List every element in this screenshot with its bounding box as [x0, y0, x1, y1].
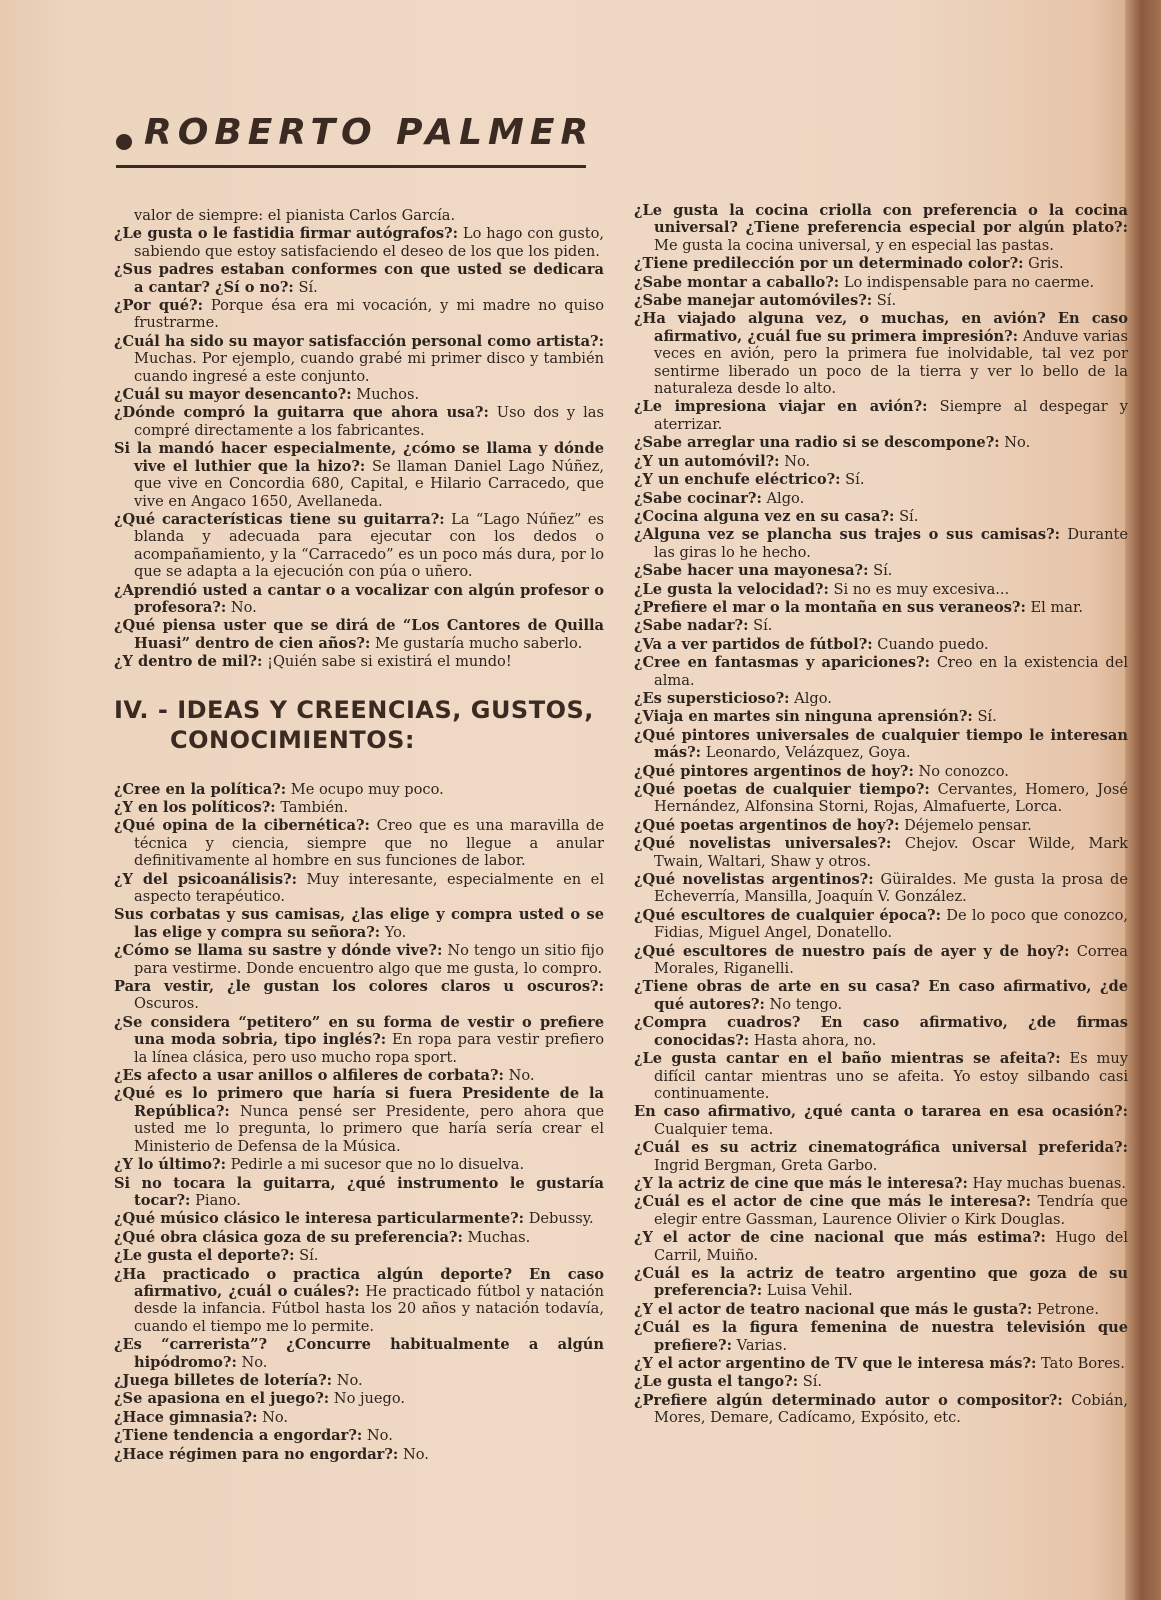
- qa-item: [634, 434, 1128, 451]
- question: ¿Sabe manejar automóviles?:: [634, 292, 873, 310]
- answer: Déjemelo pensar.: [904, 816, 1032, 834]
- answer: No.: [262, 1408, 289, 1426]
- question: En caso afirmativo, ¿qué canta o tararea en esa ocasión?:: [634, 1103, 1128, 1121]
- qa-item: [634, 526, 1128, 561]
- question: ¿Y un enchufe eléctrico?:: [634, 471, 841, 489]
- question: ¿Sus padres estaban conformes con que usted se dedicara a cantar? ¿Sí o no?:: [114, 261, 604, 296]
- qa-item: [634, 274, 1128, 291]
- question: ¿Cree en fantasmas y apariciones?:: [634, 654, 931, 672]
- qa-item: [634, 727, 1128, 762]
- qa-item: [114, 511, 604, 581]
- qa-item: [634, 1392, 1128, 1427]
- question: ¿Cuál su mayor desencanto?:: [114, 386, 352, 404]
- qa-item: [634, 907, 1128, 942]
- answer: Hasta ahora, no.: [753, 1031, 877, 1049]
- question: ¿Dónde compró la guitarra que ahora usa?:: [114, 404, 489, 422]
- question: ¿Es supersticioso?:: [634, 689, 790, 707]
- question: ¿Qué es lo primero que haría si fuera Presidente de la República?:: [114, 1085, 604, 1120]
- qa-item: [634, 292, 1128, 309]
- answer: Sí.: [298, 278, 318, 296]
- qa-item: [114, 440, 604, 510]
- qa-item: [114, 906, 604, 941]
- answer: Porque ésa era mi vocación, y mi madre no quiso frustrarme.: [134, 297, 604, 332]
- qa-item: [114, 386, 604, 403]
- question: ¿Qué escultores de cualquier época?:: [634, 906, 941, 924]
- qa-item: [634, 508, 1128, 525]
- qa-item: [634, 1319, 1128, 1354]
- question: ¿Qué novelistas universales?:: [634, 835, 892, 853]
- question: ¿Sabe cocinar?:: [634, 489, 762, 507]
- qa-item: [634, 453, 1128, 470]
- answer: No tengo.: [769, 995, 843, 1013]
- answer: ¡Quién sabe si existirá el mundo!: [267, 653, 512, 671]
- answer: Muchos.: [356, 386, 420, 404]
- question: Sus corbatas y sus camisas, ¿las elige y compra usted o se las elige y compra su señora?:: [114, 906, 604, 941]
- question: ¿Qué obra clásica goza de su preferencia?:: [114, 1228, 463, 1246]
- question: ¿Sabe montar a caballo?:: [634, 273, 840, 291]
- header-rule: [116, 165, 586, 168]
- qa-item: [634, 1355, 1128, 1372]
- question: ¿Aprendió usted a cantar o a vocalizar con algún profesor o profesora?:: [114, 581, 604, 616]
- question: ¿Ha viajado alguna vez, o muchas, en avión? En caso afirmativo, ¿cuál fue su primera impresión?:: [634, 310, 1128, 345]
- qa-item: [634, 490, 1128, 507]
- qa-item: [634, 599, 1128, 616]
- answer: Oscuros.: [134, 995, 199, 1013]
- question: ¿Tiene tendencia a engordar?:: [114, 1427, 363, 1445]
- answer: No.: [366, 1427, 393, 1445]
- answer: Anduve varias veces en avión, pero la primera fue inolvidable, tal vez por sentirme liberado un poco de la tierra y ver lo bello de la naturaleza desde lo alto.: [654, 327, 1129, 398]
- qa-item: [634, 1265, 1128, 1300]
- answer: Creo que es una maravilla de técnica y ciencia, siempre que no llegue a anular definitivamente al hombre en sus funciones de labor.: [134, 817, 605, 870]
- qa-item: [634, 781, 1128, 816]
- answer: Sí.: [802, 1373, 823, 1391]
- question: ¿Cuál es la actriz de teatro argentino que goza de su preferencia?:: [634, 1264, 1128, 1300]
- answer: Sí.: [845, 471, 865, 489]
- qa-item: [114, 978, 604, 1013]
- page-spine-edge: [1125, 0, 1161, 1600]
- qa-item: [634, 708, 1128, 725]
- question: ¿Sabe arreglar una radio si se descompone?:: [634, 434, 1000, 452]
- qa-item: [634, 471, 1128, 488]
- question: ¿Y el actor argentino de TV que le interesa más?:: [634, 1355, 1037, 1372]
- answer: Cobián, Mores, Demare, Cadícamo, Expósito, etc.: [654, 1391, 1128, 1427]
- section-heading-line2: CONOCIMIENTOS:: [170, 725, 415, 754]
- question: ¿Cuál es la figura femenina de nuestra televisión que prefiere?:: [634, 1319, 1128, 1354]
- question: ¿Cocina alguna vez en su casa?:: [634, 507, 895, 525]
- answer: No.: [241, 1353, 268, 1371]
- qa-item: [114, 1085, 604, 1155]
- answer: Me ocupo muy poco.: [290, 780, 444, 798]
- qa-item: [634, 581, 1128, 598]
- qa-item: [114, 617, 604, 652]
- qa-item: [114, 1067, 604, 1084]
- qa-item: [114, 1247, 604, 1264]
- qa-item: [114, 942, 604, 977]
- question: ¿Hace gimnasia?:: [114, 1408, 258, 1426]
- qa-item: [634, 1014, 1128, 1049]
- qa-item: [114, 1409, 604, 1426]
- answer: Algo.: [766, 489, 805, 507]
- qa-item: [634, 1301, 1128, 1318]
- answer: Yo.: [384, 923, 407, 941]
- qa-item: [634, 617, 1128, 634]
- qa-item: [114, 1266, 604, 1336]
- question: ¿Le gusta el tango?:: [634, 1373, 799, 1391]
- qa-item: [114, 799, 604, 816]
- answer: La “Lago Núñez” es blanda y adecuada para ejecutar con los dedos o acompañamiento, y la “Carracedo” es un poco más dura, por lo que se adapta a la ejecución con púa o uñero.: [134, 510, 604, 581]
- qa-item: [114, 781, 604, 798]
- question: ¿Alguna vez se plancha sus trajes o sus camisas?:: [634, 526, 1061, 544]
- question: ¿Y del psicoanálisis?:: [114, 870, 297, 888]
- intro-continuation: valor de siempre: el pianista Carlos García.: [134, 207, 456, 224]
- question: ¿Y el actor de cine nacional que más estima?:: [634, 1229, 1046, 1247]
- answer: No.: [1004, 434, 1031, 452]
- qa-item: [634, 1139, 1128, 1174]
- qa-item: [114, 1446, 604, 1463]
- qa-item: [634, 1193, 1128, 1228]
- question: ¿Sabe nadar?:: [634, 617, 749, 635]
- question: ¿Y en los políticos?:: [114, 798, 276, 816]
- answer: Uso dos y las compré directamente a los fabricantes.: [134, 404, 604, 439]
- question: ¿Ha practicado o practica algún deporte? En caso afirmativo, ¿cuál o cuáles?:: [114, 1265, 604, 1300]
- question: ¿Le gusta la velocidad?:: [634, 580, 829, 598]
- answer: Cuando puedo.: [877, 635, 989, 653]
- qa-item: [114, 1336, 604, 1371]
- answer: Sí.: [299, 1247, 319, 1265]
- question: ¿Qué opina de la cibernética?:: [114, 817, 370, 835]
- answer: No.: [336, 1371, 363, 1389]
- answer: Sí.: [753, 617, 773, 635]
- qa-item: [634, 835, 1128, 870]
- answer: Piano.: [195, 1191, 241, 1209]
- qa-item: [114, 1210, 604, 1227]
- question: ¿Va a ver partidos de fútbol?:: [634, 635, 873, 653]
- answer: Cualquier tema.: [654, 1120, 774, 1138]
- question: Si la mandó hacer especialmente, ¿cómo se llama y dónde vive el luthier que la hizo?:: [114, 440, 604, 475]
- question: ¿Qué escultores de nuestro país de ayer y de hoy?:: [634, 942, 1070, 960]
- qa-item: [114, 1175, 604, 1210]
- question: ¿Cuál es su actriz cinematográfica universal preferida?:: [634, 1139, 1128, 1157]
- question: ¿Y el actor de teatro nacional que más le gusta?:: [634, 1300, 1033, 1318]
- answer: Muchas.: [467, 1228, 531, 1246]
- answer: No conozco.: [918, 762, 1009, 780]
- answer: Durante las giras lo he hecho.: [654, 526, 1128, 561]
- answer: Muchas. Por ejemplo, cuando grabé mi primer disco y también cuando ingresé a este conjunto.: [134, 350, 604, 385]
- answer: Pedirle a mi sucesor que no lo disuelva.: [230, 1156, 525, 1174]
- qa-item: [634, 636, 1128, 653]
- answer: El mar.: [1030, 598, 1083, 616]
- qa-item: [634, 1050, 1128, 1102]
- answer: No tengo un sitio fijo para vestirme. Donde encuentro algo que me gusta, lo compro.: [134, 942, 604, 977]
- qa-item: [114, 817, 604, 869]
- qa-item: [634, 978, 1128, 1013]
- question: Para vestir, ¿le gustan los colores claros u oscuros?:: [114, 978, 604, 996]
- header-title: ROBERTO PALMER: [144, 112, 595, 153]
- answer: Se llaman Daniel Lago Núñez, que vive en Concordia 680, Capital, e Hilario Carracedo, que vive en Angaco 1650, Avellaneda.: [134, 457, 604, 510]
- answer: De lo poco que conozco, Fidias, Miguel Angel, Donatello.: [654, 906, 1128, 942]
- qa-item: [634, 1229, 1128, 1264]
- answer: Ingrid Bergman, Greta Garbo.: [654, 1156, 878, 1174]
- question: ¿Qué características tiene su guitarra?:: [114, 510, 445, 528]
- answer: No.: [508, 1067, 535, 1085]
- question: ¿Cuál ha sido su mayor satisfacción personal como artista?:: [114, 332, 604, 350]
- answer: Creo en la existencia del alma.: [654, 654, 1129, 689]
- answer: Lo hago con gusto, sabiendo que estoy satisfaciendo el deseo de los que los piden.: [134, 225, 604, 260]
- question: ¿Prefiere el mar o la montaña en sus veraneos?:: [634, 598, 1026, 616]
- answer: Sí.: [873, 562, 893, 580]
- question: ¿Y lo último?:: [114, 1156, 226, 1174]
- qa-item: [114, 1427, 604, 1444]
- qa-item: [634, 690, 1128, 707]
- question: ¿Qué pintores argentinos de hoy?:: [634, 762, 914, 780]
- answer: No.: [230, 598, 257, 616]
- answer: Hay muchas buenas.: [972, 1174, 1127, 1192]
- left-column: [114, 207, 604, 1464]
- qa-item: [114, 653, 604, 670]
- question: ¿Qué pintores universales de cualquier tiempo le interesan más?:: [634, 726, 1128, 762]
- qa-item: [114, 333, 604, 385]
- answer: También.: [280, 798, 349, 816]
- answer: Petrone.: [1036, 1300, 1099, 1318]
- question: ¿Viaja en martes sin ninguna aprensión?:: [634, 708, 973, 726]
- question: ¿Tiene obras de arte en su casa? En caso afirmativo, ¿de qué autores?:: [634, 978, 1128, 1013]
- answer: Tato Bores.: [1041, 1355, 1125, 1372]
- qa-item: [114, 225, 604, 260]
- qa-item: [114, 404, 604, 439]
- question: ¿Le gusta cantar en el baño mientras se afeita?:: [634, 1050, 1061, 1068]
- answer: Es muy difícil cantar mientras uno se afeita. Yo estoy silbando casi continuamente.: [654, 1050, 1128, 1102]
- qa-item: [114, 297, 604, 332]
- page-header: [116, 112, 595, 168]
- qa-item: [634, 202, 1128, 254]
- question: ¿Juega billetes de lotería?:: [114, 1371, 333, 1389]
- qa-item: [634, 871, 1128, 906]
- bullet-icon: [116, 134, 132, 150]
- question: ¿Es afecto a usar anillos o alfileres de corbata?:: [114, 1067, 504, 1085]
- answer: Luisa Vehil.: [766, 1282, 853, 1300]
- answer: En ropa para vestir prefiero la línea clásica, pero uso mucho ropa sport.: [134, 1031, 604, 1066]
- answer: Hugo del Carril, Muiño.: [654, 1229, 1128, 1264]
- answer: Leonardo, Velázquez, Goya.: [705, 744, 911, 762]
- answer: Lo indispensable para no caerme.: [843, 273, 1095, 291]
- question: ¿Le gusta la cocina criolla con preferencia o la cocina universal? ¿Tiene preferencia especial por algún plato?:: [634, 202, 1128, 237]
- question: ¿Cuál es el actor de cine que más le interesa?:: [634, 1193, 1031, 1211]
- qa-item: [634, 817, 1128, 834]
- qa-item: [634, 1103, 1128, 1138]
- question: ¿Qué piensa uster que se dirá de “Los Cantores de Quilla Huasi” dentro de cien años?:: [114, 617, 604, 652]
- answer: Sí.: [977, 708, 997, 726]
- answer: Siempre al despegar y aterrizar.: [654, 398, 1128, 433]
- answer: No juego.: [333, 1390, 406, 1408]
- qa-item: [634, 310, 1128, 397]
- answer: Debussy.: [528, 1210, 594, 1228]
- question: ¿Se apasiona en el juego?:: [114, 1390, 330, 1408]
- answer: No.: [784, 452, 811, 470]
- qa-item: [634, 654, 1128, 689]
- qa-list-b: [114, 781, 604, 1463]
- question: ¿Qué músico clásico le interesa particularmente?:: [114, 1210, 525, 1228]
- question: ¿Hace régimen para no engordar?:: [114, 1445, 399, 1463]
- qa-list-a: [114, 225, 604, 670]
- qa-item: [634, 398, 1128, 433]
- answer: Me gusta la cocina universal, y en especial las pastas.: [654, 236, 1054, 254]
- qa-item: [634, 1373, 1128, 1390]
- qa-item: [634, 763, 1128, 780]
- answer: Muy interesante, especialmente en el aspecto terapéutico.: [134, 870, 604, 905]
- qa-item: [634, 562, 1128, 579]
- answer: Sí.: [899, 507, 919, 525]
- answer: Chejov. Oscar Wilde, Mark Twain, Waltari, Shaw y otros.: [654, 835, 1128, 870]
- qa-item: [634, 255, 1128, 272]
- answer: Gris.: [1028, 255, 1064, 273]
- answer: Si no es muy excesiva...: [833, 580, 1010, 598]
- answer: Varias.: [736, 1336, 788, 1354]
- question: ¿Y la actriz de cine que más le interesa?:: [634, 1174, 968, 1192]
- qa-item: [114, 582, 604, 617]
- answer: Nunca pensé ser Presidente, pero ahora que usted me lo pregunta, lo primero que haría sería crear el Ministerio de Defensa de la Música.: [134, 1102, 605, 1155]
- answer: Güiraldes. Me gusta la prosa de Echeverría, Mansilla, Joaquín V. González.: [654, 871, 1128, 906]
- question: ¿Qué poetas argentinos de hoy?:: [634, 816, 900, 834]
- section-heading: [114, 695, 604, 755]
- question: Si no tocara la guitarra, ¿qué instrumento le gustaría tocar?:: [114, 1174, 604, 1209]
- question: ¿Es “carrerista”? ¿Concurre habitualmente a algún hipódromo?:: [114, 1336, 604, 1371]
- question: ¿Le gusta o le fastidia firmar autógrafos?:: [114, 225, 459, 243]
- question: ¿Y un automóvil?:: [634, 452, 780, 470]
- qa-item: [114, 1014, 604, 1066]
- question: ¿Por qué?:: [114, 297, 203, 315]
- qa-item: [114, 1390, 604, 1407]
- answer: He practicado fútbol y natación desde la infancia. Fútbol hasta los 20 años y natación todavía, cuando el tiempo me lo permite.: [134, 1282, 604, 1335]
- section-heading-line1: IV. - IDEAS Y CREENCIAS, GUSTOS,: [114, 695, 594, 724]
- answer: Algo.: [794, 689, 832, 707]
- qa-item: [114, 1372, 604, 1389]
- answer: Tendría que elegir entre Gassman, Laurence Olivier o Kirk Douglas.: [654, 1193, 1128, 1228]
- question: ¿Y dentro de mil?:: [114, 653, 263, 671]
- question: ¿Le impresiona viajar en avión?:: [634, 398, 928, 416]
- question: ¿Qué novelistas argentinos?:: [634, 871, 874, 889]
- answer: Correa Morales, Riganelli.: [654, 942, 1128, 978]
- question: ¿Le gusta el deporte?:: [114, 1247, 295, 1265]
- qa-item: [114, 261, 604, 296]
- question: ¿Prefiere algún determinado autor o compositor?:: [634, 1391, 1063, 1409]
- qa-item: [114, 1156, 604, 1173]
- question: ¿Cómo se llama su sastre y dónde vive?:: [114, 942, 443, 960]
- qa-item: [114, 1229, 604, 1246]
- answer: Sí.: [876, 292, 897, 310]
- qa-list-c: [634, 202, 1128, 1427]
- qa-item: [114, 871, 604, 906]
- answer: Cervantes, Homero, José Hernández, Alfonsina Storni, Rojas, Almafuerte, Lorca.: [654, 781, 1129, 816]
- question: ¿Qué poetas de cualquier tiempo?:: [634, 781, 930, 798]
- answer: Me gustaría mucho saberlo.: [375, 634, 583, 652]
- qa-item: [634, 1175, 1128, 1192]
- question: ¿Tiene predilección por un determinado color?:: [634, 255, 1024, 273]
- question: ¿Se considera “petitero” en su forma de vestir o prefiere una moda sobria, tipo inglés?:: [114, 1013, 604, 1049]
- answer: No.: [402, 1445, 429, 1463]
- question: ¿Compra cuadros? En caso afirmativo, ¿de firmas conocidas?:: [634, 1014, 1128, 1049]
- qa-item: [634, 943, 1128, 978]
- right-column: [634, 202, 1128, 1428]
- question: ¿Cree en la política?:: [114, 780, 287, 798]
- question: ¿Sabe hacer una mayonesa?:: [634, 562, 869, 580]
